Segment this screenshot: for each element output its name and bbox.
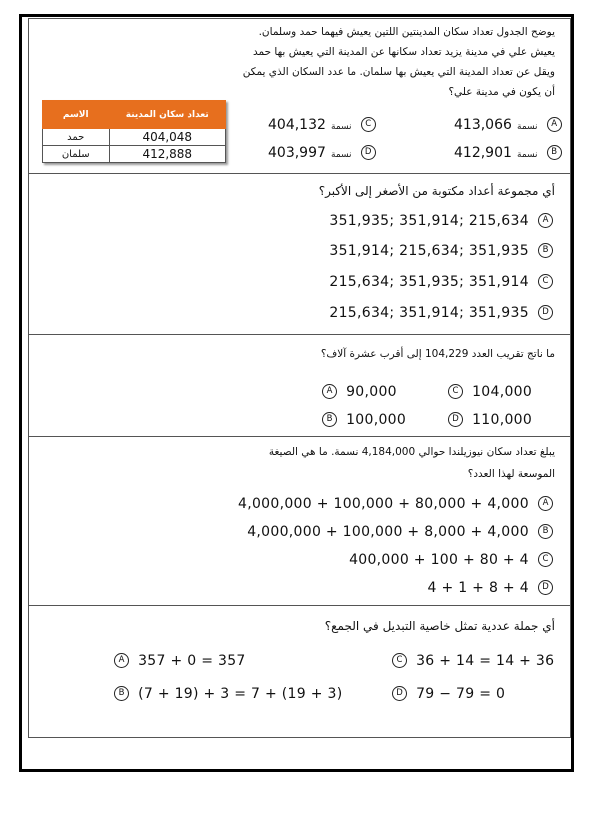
option-value: 215,634; 351,935; 351,914 — [329, 274, 529, 290]
q5-option-a[interactable] — [110, 650, 246, 669]
divider — [28, 436, 571, 437]
option-value: 104,000 — [472, 384, 533, 400]
option-letter-a: A — [114, 653, 129, 668]
option-letter-a: A — [538, 213, 553, 228]
q4-line-2: الموسعة لهذا العدد؟ — [467, 468, 555, 480]
option-value: 403,997 — [268, 145, 326, 161]
option-letter-b: B — [538, 243, 553, 258]
option-letter-a: A — [538, 496, 553, 511]
q4-option-b[interactable] — [247, 521, 557, 540]
q4-option-d[interactable] — [427, 577, 557, 596]
option-letter-b: B — [114, 686, 129, 701]
q4-option-a[interactable] — [238, 493, 557, 512]
q3-option-a[interactable] — [318, 381, 397, 400]
option-letter-c: C — [361, 117, 376, 132]
q3-option-b[interactable] — [318, 409, 406, 428]
option-value: 404,132 — [268, 117, 326, 133]
q2-question: أي مجموعة أعداد مكتوبة من الأصغر إلى الأكبر؟ — [318, 184, 555, 198]
option-letter-d: D — [538, 305, 553, 320]
divider — [28, 173, 571, 174]
q4-line-1: يبلغ تعداد سكان نيوزيلندا حوالي 4,184,000 نسمة. ما هي الصيغة — [268, 446, 555, 458]
option-letter-a: A — [322, 384, 337, 399]
option-letter-b: B — [547, 145, 562, 160]
option-value: 215,634; 351,914; 351,935 — [329, 305, 529, 321]
option-value: 90,000 — [346, 384, 397, 400]
table-row — [43, 146, 226, 163]
q1-line-4: أن يكون في مدينة علي؟ — [448, 86, 555, 98]
q5-option-c[interactable] — [388, 650, 554, 669]
option-value: 351,935; 351,914; 215,634 — [329, 213, 529, 229]
q1-line-3: ويقل عن تعداد المدينة التي يعيش بها سلمان. ما عدد السكان الذي يمكن — [242, 66, 555, 78]
q4-option-c[interactable] — [349, 549, 557, 568]
q1-line-2: يعيش علي في مدينة يزيد تعداد سكانها عن المدينة التي يعيش بها حمد — [252, 46, 555, 58]
option-value: 110,000 — [472, 412, 533, 428]
q3-option-c[interactable] — [444, 381, 532, 400]
option-letter-a: A — [547, 117, 562, 132]
option-value: 400,000 + 100 + 80 + 4 — [349, 552, 529, 568]
table-cell-population: 412,888 — [109, 146, 226, 163]
option-value: 4,000,000 + 100,000 + 80,000 + 4,000 — [238, 496, 529, 512]
option-letter-c: C — [448, 384, 463, 399]
divider — [28, 334, 571, 335]
option-letter-d: D — [538, 580, 553, 595]
option-value: 412,901 — [454, 145, 512, 161]
q1-option-b[interactable] — [454, 142, 566, 161]
option-letter-c: C — [538, 552, 553, 567]
q1-option-d[interactable] — [268, 142, 380, 161]
population-table — [42, 100, 226, 163]
unit-label: نسمة — [331, 122, 352, 132]
option-letter-c: C — [392, 653, 407, 668]
q2-option-b[interactable] — [329, 240, 557, 259]
q2-option-d[interactable] — [329, 302, 557, 321]
q5-option-b[interactable] — [110, 683, 342, 702]
unit-label: نسمة — [331, 150, 352, 160]
q2-option-c[interactable] — [329, 271, 557, 290]
table-header-population: تعداد سكان المدينة — [109, 101, 226, 129]
table-cell-name: حمد — [43, 129, 110, 146]
q2-option-a[interactable] — [329, 210, 557, 229]
q3-option-d[interactable] — [444, 409, 532, 428]
option-value: 351,914; 215,634; 351,935 — [329, 243, 529, 259]
option-value: 413,066 — [454, 117, 512, 133]
option-letter-b: B — [538, 524, 553, 539]
option-value: 357 + 0 = 357 — [138, 653, 246, 669]
q3-question: ما ناتج تقريب العدد 104,229 إلى أقرب عشرة آلاف؟ — [320, 348, 555, 360]
divider — [28, 605, 571, 606]
table-row — [43, 129, 226, 146]
option-value: (7 + 19) + 3 = 7 + (19 + 3) — [138, 686, 343, 702]
table-cell-name: سلمان — [43, 146, 110, 163]
q5-question: أي جملة عددية تمثل خاصية التبديل في الجمع؟ — [324, 619, 555, 633]
option-value: 4,000,000 + 100,000 + 8,000 + 4,000 — [247, 524, 529, 540]
unit-label: نسمة — [517, 122, 538, 132]
option-letter-d: D — [361, 145, 376, 160]
q1-line-1: يوضح الجدول تعداد سكان المدينتين اللتين يعيش فيهما حمد وسلمان. — [258, 26, 555, 38]
option-letter-d: D — [448, 412, 463, 427]
q1-option-a[interactable] — [454, 114, 566, 133]
option-value: 4 + 1 + 8 + 4 — [427, 580, 529, 596]
option-letter-d: D — [392, 686, 407, 701]
q1-option-c[interactable] — [268, 114, 380, 133]
option-value: 79 − 79 = 0 — [416, 686, 506, 702]
table-header-row — [43, 101, 226, 129]
option-value: 100,000 — [346, 412, 407, 428]
table-header-name: الاسم — [43, 101, 110, 129]
option-letter-b: B — [322, 412, 337, 427]
option-value: 36 + 14 = 14 + 36 — [416, 653, 555, 669]
unit-label: نسمة — [517, 150, 538, 160]
option-letter-c: C — [538, 274, 553, 289]
q5-option-d[interactable] — [388, 683, 505, 702]
table-cell-population: 404,048 — [109, 129, 226, 146]
